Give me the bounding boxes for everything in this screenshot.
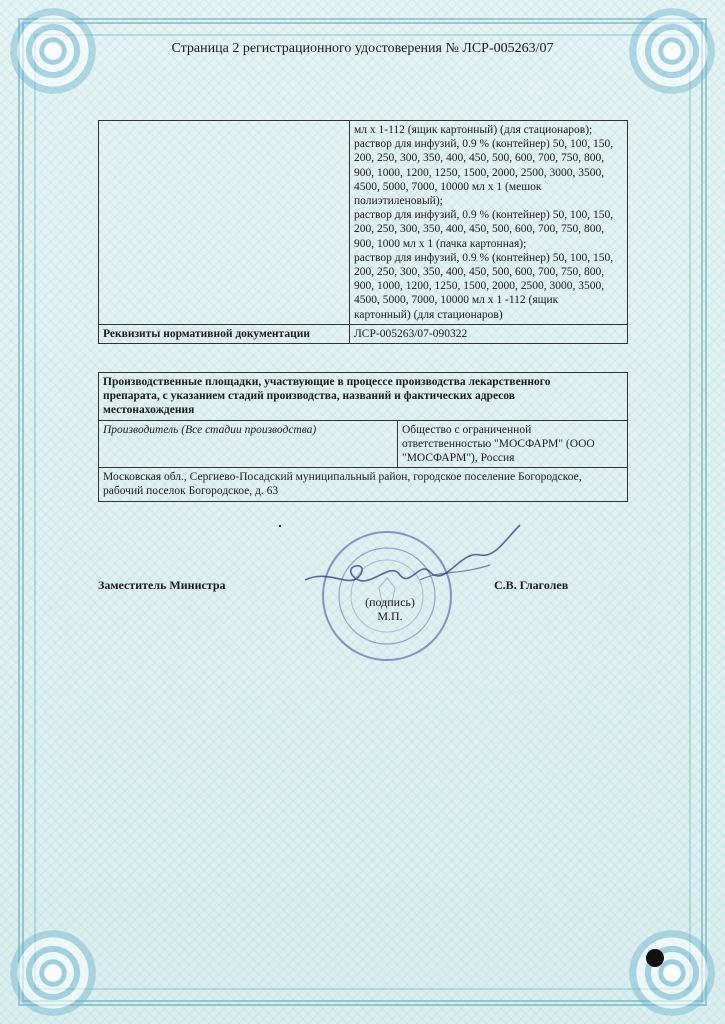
dosage-line: 200, 250, 300, 350, 400, 450, 500, 600, 700, 750, 800, (354, 223, 605, 236)
dosage-line: 4500, 5000, 7000, 10000 мл х 1 (мешок (354, 180, 542, 193)
dosage-line: раствор для инфузий, 0.9 % (контейнер) 50, 100, 150, (354, 251, 614, 264)
dosage-table (98, 120, 628, 344)
address-line: Московская обл., Сергиево-Посадский муниципальный район, городское поселение Богородское, (103, 471, 582, 484)
signatory-position: Заместитель Министра (98, 578, 226, 592)
page-title: Страница 2 регистрационного удостоверения № ЛСР-005263/07 (171, 41, 554, 56)
dosage-line: раствор для инфузий, 0.9 % (контейнер) 50, 100, 150, (354, 138, 614, 151)
producer-address (99, 468, 628, 501)
dosage-line: 4500, 5000, 7000, 10000 мл х 1 -112 (ящик (354, 294, 559, 307)
producer-line: "МОСФАРМ"), Россия (402, 452, 515, 465)
dosage-line: 900, 1000, 1200, 1250, 1500, 2000, 2500, 3000, 3500, (354, 280, 605, 293)
dosage-line: 900, 1000 мл х 1 (пачка картонная); (354, 237, 527, 250)
signature-caption (360, 595, 420, 623)
producer-name (398, 420, 628, 468)
dosage-line: 200, 250, 300, 350, 400, 450, 500, 600, 700, 750, 800, (354, 266, 605, 279)
seal-label: М.П. (377, 609, 403, 623)
requisites-label: Реквизиты нормативной документации (99, 324, 350, 343)
sign-label: (подпись) (365, 595, 415, 609)
dosage-forms-cell (350, 121, 628, 325)
rosette-bottom-right (629, 930, 715, 1016)
dosage-line: 200, 250, 300, 350, 400, 450, 500, 600, 700, 750, 800, (354, 152, 605, 165)
signatory-name: С.В. Глаголев (494, 578, 569, 592)
signature-scribble (300, 520, 530, 600)
dosage-line: мл х 1-112 (ящик картонный) (для стационаров); (354, 124, 593, 136)
producer-line: Общество с ограниченной (402, 423, 532, 436)
dosage-line: 900, 1000, 1200, 1250, 1500, 2000, 2500, 3000, 3500, (354, 166, 605, 179)
address-line: рабочий поселок Богородское, д. 63 (103, 485, 279, 498)
heading-line: Производственные площадки, участвующие в процессе производства лекарственного (103, 376, 551, 388)
empty-cell (99, 121, 350, 325)
producer-line: ответственностью "МОСФАРМ" (ООО (402, 437, 595, 450)
heading-line: местонахождения (103, 404, 195, 417)
production-sites-heading (99, 373, 628, 421)
rosette-bottom-left (10, 930, 96, 1016)
producer-label: Производитель (Все стадии производства) (99, 420, 398, 468)
speck (279, 525, 281, 527)
production-sites-table (98, 372, 628, 502)
heading-line: препарата, с указанием стадий производства, названий и фактических адресов (103, 390, 515, 403)
dosage-line: картонный) (для стационаров) (354, 308, 503, 321)
dosage-line: полиэтиленовый); (354, 195, 443, 208)
punch-hole (646, 949, 664, 967)
dosage-line: раствор для инфузий, 0.9 % (контейнер) 50, 100, 150, (354, 209, 614, 222)
requisites-value: ЛСР-005263/07-090322 (350, 324, 628, 343)
